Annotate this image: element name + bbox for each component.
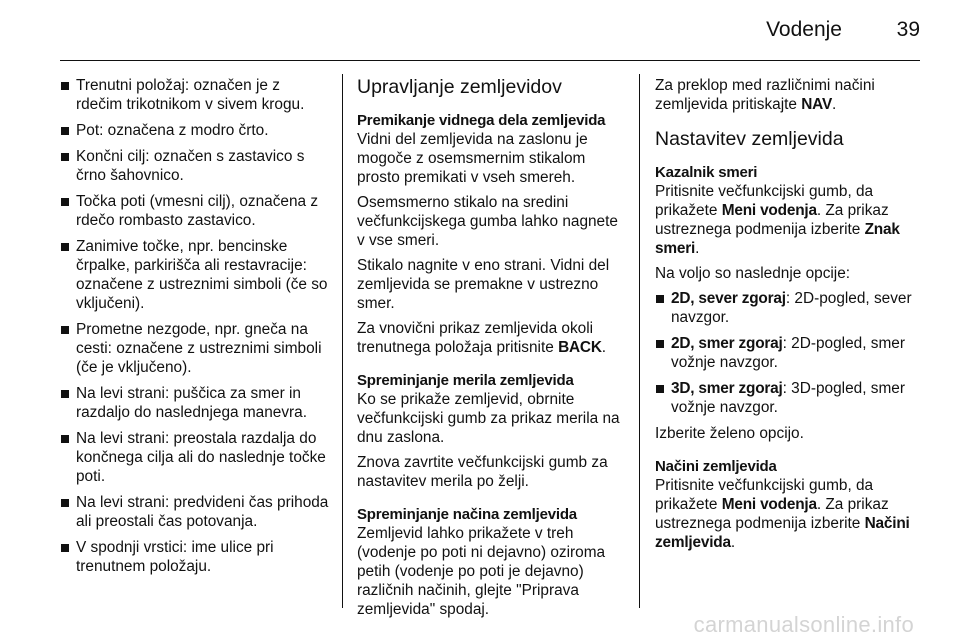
list-item: Na levi strani: puščica za smer in razdaljo do naslednjega manevra. xyxy=(60,384,330,422)
paragraph: Izberite želeno opcijo. xyxy=(655,425,804,442)
paragraph: Vidni del zemljevida na zaslonu je mogoče z osemsmernim stikalom prosto premikati v vseh smereh. xyxy=(357,131,588,186)
subsection-title: Premikanje vidnega dela zemljevida xyxy=(357,112,606,129)
section-heading: Upravljanje zemljevidov xyxy=(357,76,562,98)
column-3 xyxy=(655,76,927,566)
subsection-title: Spreminjanje načina zemljevida xyxy=(357,506,577,523)
page-header xyxy=(0,0,960,62)
list-item: Na levi strani: predvideni čas prihoda ali preostali čas potovanja. xyxy=(60,493,330,531)
paragraph: Za vnovični prikaz zemljevida okoli trenutnega položaja pritisnite BACK. xyxy=(357,320,607,356)
list-item: 2D, smer zgoraj: 2D-pogled, smer vožnje navzgor. xyxy=(655,334,927,372)
paragraph: Osemsmerno stikalo na sredini večfunkcijskega gumba lahko nagnete v vse smeri. xyxy=(357,194,618,249)
section-map-scale xyxy=(357,371,629,491)
map-legend-list xyxy=(60,76,330,576)
list-item: Končni cilj: označen s zastavico s črno šahovnico. xyxy=(60,147,330,185)
column-2 xyxy=(357,76,629,633)
header-divider xyxy=(60,60,920,61)
list-item: 2D, sever zgoraj: 2D-pogled, sever navzgor. xyxy=(655,289,927,327)
subsection-title: Spreminjanje merila zemljevida xyxy=(357,372,574,389)
list-item: Na levi strani: preostala razdalja do končnega cilja ali do naslednje točke poti. xyxy=(60,429,330,486)
column-divider-1 xyxy=(342,74,343,608)
list-item: Prometne nezgode, npr. gneča na cesti: označene z ustreznimi simboli (če je vključeno). xyxy=(60,320,330,377)
paragraph: Na voljo so naslednje opcije: xyxy=(655,265,851,282)
section-heading-indicator xyxy=(655,163,927,443)
paragraph: Pritisnite večfunkcijski gumb, da prikažete Meni vodenja. Za prikaz ustreznega podmenija izberite Načini zemljevida. xyxy=(655,477,910,551)
list-item: 3D, smer zgoraj: 3D-pogled, smer vožnje navzgor. xyxy=(655,379,927,417)
button-name-back: BACK xyxy=(558,339,602,356)
list-item: Zanimive točke, npr. bencinske črpalke, parkirišča ali restavracije: označene z ustreznimi simboli (če so vključeni). xyxy=(60,237,330,313)
column-divider-2 xyxy=(639,74,640,608)
section-heading: Nastavitev zemljevida xyxy=(655,128,844,150)
paragraph: Znova zavrtite večfunkcijski gumb za nastavitev merila po želji. xyxy=(357,454,608,490)
paragraph: Stikalo nagnite v eno strani. Vidni del zemljevida se premakne v ustrezno smer. xyxy=(357,257,610,312)
paragraph: Ko se prikaže zemljevid, obrnite večfunkcijski gumb za prikaz merila na dnu zaslona. xyxy=(357,391,620,446)
paragraph: Za preklop med različnimi načini zemljevida pritiskajte NAV. xyxy=(655,77,875,113)
section-map-mode xyxy=(357,505,629,619)
section-map-modes xyxy=(655,457,927,552)
column-1 xyxy=(60,76,330,583)
section-map-scroll xyxy=(357,111,629,357)
page-number: 39 xyxy=(896,18,920,41)
watermark: carmanualsonline.info xyxy=(693,612,914,637)
options-list xyxy=(655,289,927,417)
paragraph: Pritisnite večfunkcijski gumb, da prikažete Meni vodenja. Za prikaz ustreznega podmenija izberite Znak smeri. xyxy=(655,183,900,257)
subsection-title: Načini zemljevida xyxy=(655,458,777,475)
button-name-nav: NAV xyxy=(801,96,833,113)
paragraph: Zemljevid lahko prikažete v treh (vodenje po poti ni dejavno) oziroma petih (vodenje po poti je dejavno) različnih načinih, glejte "Priprava zemljevida" spodaj. xyxy=(357,525,606,618)
list-item: Trenutni položaj: označen je z rdečim trikotnikom v sivem krogu. xyxy=(60,76,330,114)
list-item: V spodnji vrstici: ime ulice pri trenutnem položaju. xyxy=(60,538,330,576)
list-item: Točka poti (vmesni cilj), označena z rdečo rombasto zastavico. xyxy=(60,192,330,230)
subsection-title: Kazalnik smeri xyxy=(655,164,758,181)
page-title: Vodenje xyxy=(766,18,842,41)
list-item: Pot: označena z modro črto. xyxy=(60,121,330,140)
